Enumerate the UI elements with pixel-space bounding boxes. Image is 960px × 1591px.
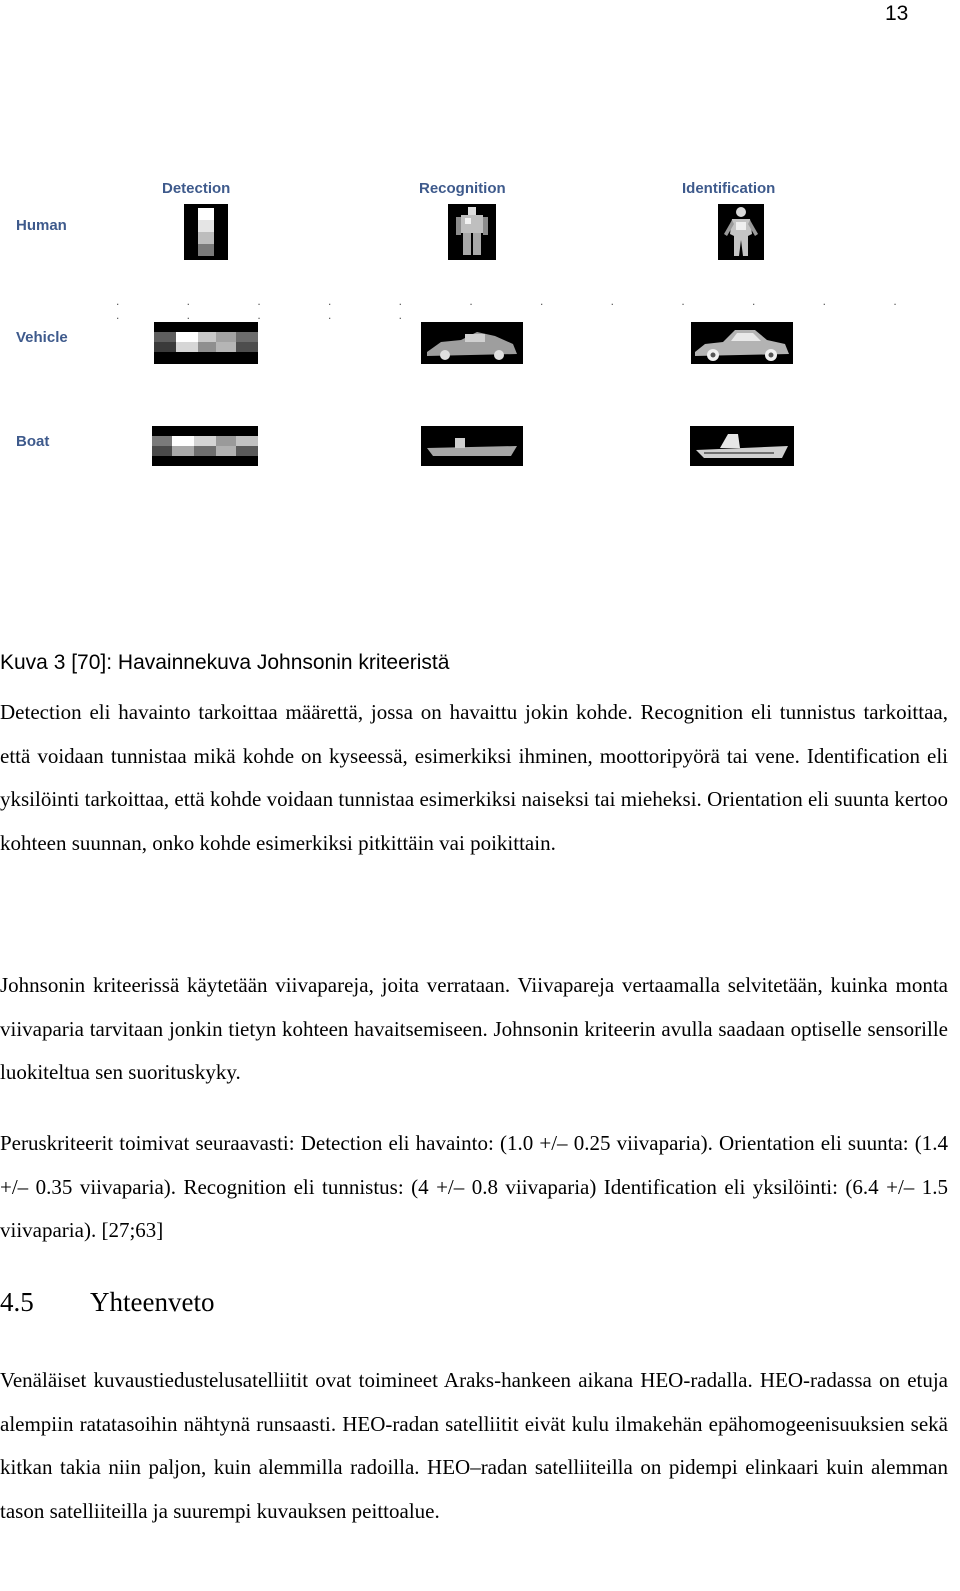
paragraph-basic-criteria: Peruskriteerit toimivat seuraavasti: Detection eli havainto: (1.0 +/– 0.25 viivaparia). Orientation eli suunta: (1.4 +/– 0.35 viivaparia). Recognition eli tunnistus: (4 +/– 0.8 viivaparia) Identification eli yksilöinti: (6.4 +/– 1.5 viivaparia). [27;63] xyxy=(0,1131,948,1243)
human-detection-image xyxy=(184,204,228,260)
row-label-boat: Boat xyxy=(16,433,50,450)
section-heading xyxy=(0,1287,214,1318)
vehicle-identification-image xyxy=(691,322,793,364)
vehicle-recognition-image xyxy=(421,322,523,364)
row-label-human: Human xyxy=(16,217,67,234)
column-label-detection: Detection xyxy=(162,180,231,197)
paragraph-johnson-criteria: Johnsonin kriteerissä käytetään viivapareja, joita verrataan. Viivapareja vertaamalla selvitetään, kuinka monta viivaparia tarvitaan jonkin tietyn kohteen havaitsemiseen. Johnsonin kriteerin avulla saadaan optiselle sensorille luokiteltua sen suorituskyky. xyxy=(0,973,948,1085)
boat-identification-image xyxy=(690,426,794,466)
page-number: 13 xyxy=(885,2,909,25)
human-identification-image xyxy=(718,204,764,260)
row-label-vehicle: Vehicle xyxy=(16,329,68,346)
boat-detection-image xyxy=(152,426,258,466)
figure-caption: Kuva 3 [70]: Havainnekuva Johnsonin kriteeristä xyxy=(0,651,450,674)
human-recognition-image xyxy=(448,204,496,260)
vehicle-detection-image xyxy=(154,322,258,364)
johnson-criteria-figure xyxy=(0,170,960,490)
section-title: Yhteenveto xyxy=(90,1287,215,1317)
column-label-recognition: Recognition xyxy=(419,180,506,197)
section-number: 4.5 xyxy=(0,1287,34,1317)
paragraph-summary: Venäläiset kuvaustiedustelusatelliitit ovat toimineet Araks-hankeen aikana HEO-radalla. HEO-radassa on etuja alempiin ratatasoihin nähtynä runsaasti. HEO-radan satelliitit eivät kulu ilmakehän epähomogeenisuuksien sekä kitkan takia niin paljon, kuin alemmilla radoilla. HEO–radan satelliiteilla on pidempi elinkaari kuin alemman tason satelliiteilla ja suurempi kuvauksen peittoalue. xyxy=(0,1368,948,1524)
column-label-identification: Identification xyxy=(682,180,776,197)
paragraph-definitions: Detection eli havainto tarkoittaa määrettä, jossa on havaittu jokin kohde. Recognition eli tunnistus tarkoittaa, että voidaan tunnistaa mikä kohde on kyseessä, esimerkiksi ihminen, moottoripyörä tai vene. Identification eli yksilöinti tarkoittaa, että kohde voidaan tunnistaa esimerkiksi naiseksi tai mieheksi. Orientation eli suunta kertoo kohteen suunnan, onko kohde esimerkiksi pitkittäin vai poikittain. xyxy=(0,700,948,856)
boat-recognition-image xyxy=(421,426,523,466)
separator-dots: . . . . . . . . . . . . . . . . . xyxy=(116,294,929,322)
